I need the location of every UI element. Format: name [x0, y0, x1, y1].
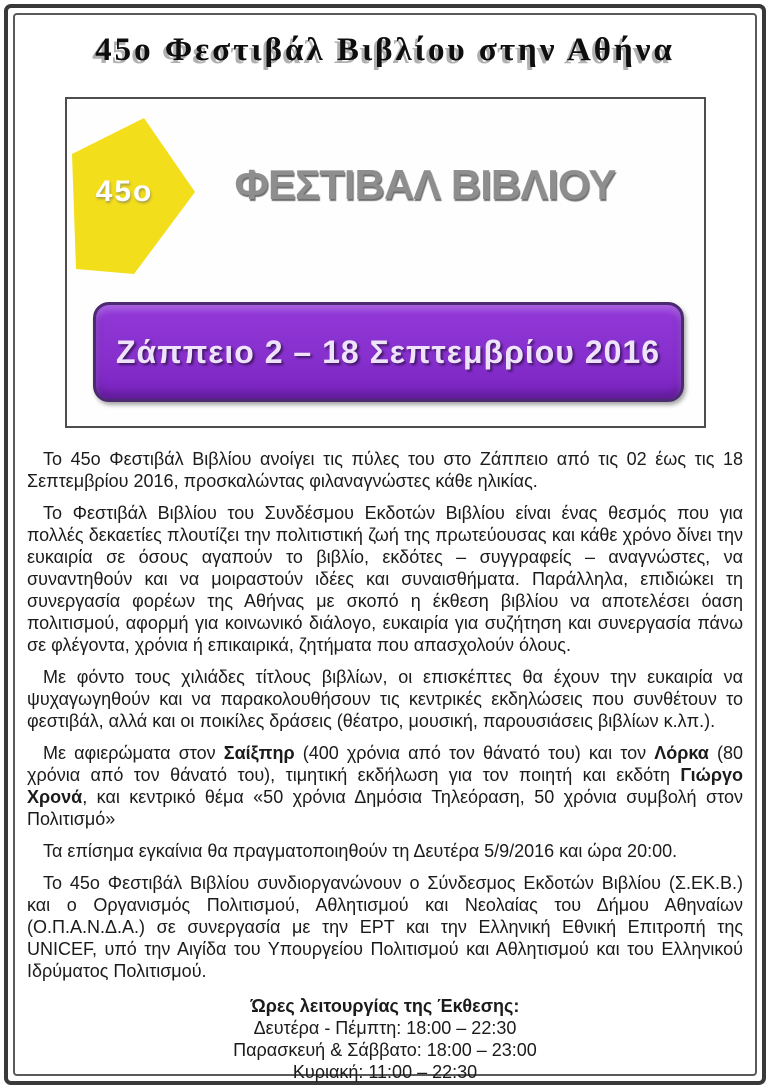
festival-number-badge: 45ο — [95, 175, 154, 208]
opening-hours-line: Δευτέρα - Πέμπτη: 18:00 – 22:30 — [253, 1018, 517, 1038]
paragraph-intro: Το 45ο Φεστιβάλ Βιβλίου ανοίγει τις πύλες του στο Ζάππειο από τις 02 έως τις 18 Σεπτεμβρίου 2016, προσκαλώντας φιλαναγνώστες κάθε ηλικίας. — [27, 449, 743, 491]
paragraph-history: Το Φεστιβάλ Βιβλίου του Συνδέσμου Εκδοτών Βιβλίου είναι ένας θεσμός που για πολλές δεκαετίες πλουτίζει την πολιτιστική ζωή της πρωτεύουσας και κάθε χρόνο δίνει την ευκαιρία σε όσους αγαπούν το βιβλίο, εκδότες – συγγραφείς – αναγνώστες, να συναντηθούν και να μοιραστούν ιδέες και συναισθήματα. Παράλληλα, επιδιώκει τη συνεργασία φορέων της Αθήνας με σκοπό η έκθεση βιβλίου να αποτελέσει όαση πολιτισμού, αφορμή για κοινωνικό διάλογο, ευκαιρία για συζήτηση και συνεργασία πάνω σε φλέγοντα, χρόνια ή επικαιρικά, ζητήματα που απασχολούν όλους. — [27, 503, 743, 655]
paragraph-organizers: Το 45ο Φεστιβάλ Βιβλίου συνδιοργανώνουν ο Σύνδεσμος Εκδοτών Βιβλίου (Σ.ΕΚ.Β.) και ο Οργανισμός Πολιτισμού, Αθλητισμού και Νεολαίας του Δήμου Αθηναίων (Ο.Π.Α.Ν.Δ.Α.) σε συνεργασία με την ΕΡΤ και την Ελληνική Εθνική Επιτροπή της UNICEF, υπό την Αιγίδα του Υπουργείου Πολιτισμού και Αθλητισμού και του Ελληνικού Ιδρύματος Πολιτισμού. — [27, 873, 743, 981]
paragraph-events: Με φόντο τους χιλιάδες τίτλους βιβλίων, οι επισκέπτες θα έχουν την ευκαιρία να ψυχαγωγηθούν και να παρακολουθήσουν τις κεντρικές εκδηλώσεις που συνθέτουν το φεστιβάλ, αλλά και οι ποικίλες δράσεις (θέατρο, μουσική, παρουσιάσεις βιβλίων κ.λπ.). — [27, 667, 743, 731]
opening-hours-heading: Ώρες λειτουργίας της Έκθεσης: — [250, 996, 520, 1016]
paragraph-opening: Τα επίσημα εγκαίνια θα πραγματοποιηθούν τη Δευτέρα 5/9/2016 και ώρα 20:00. — [43, 841, 678, 861]
festival-date-text: Ζάππειο 2 – 18 Σεπτεμβρίου 2016 — [116, 333, 660, 370]
paragraph-tributes: Με αφιερώματα στον Σαίξπηρ (400 χρόνια από τον θάνατό του) και τον Λόρκα (80 χρόνια από τον θάνατό του), τιμητική εκδήλωση για τον ποιητή και εκδότη Γιώργο Χρονά, και κεντρικό θέμα «50 χρόνια Δημόσια Τηλεόραση, 50 χρόνια συμβολή στον Πολιτισμό» — [27, 743, 743, 829]
opening-hours-line: Κυριακή: 11:00 – 22:30 — [292, 1062, 478, 1082]
opening-hours-line: Παρασκευή & Σάββατο: 18:00 – 23:00 — [233, 1040, 537, 1060]
opening-hours — [27, 995, 743, 1083]
festival-date-banner — [93, 302, 684, 402]
body-paragraphs — [27, 448, 743, 982]
page-title: 45ο Φεστιβάλ Βιβλίου στην Αθήνα — [95, 32, 675, 68]
festival-logo-name: ΦΕΣΤΙΒΑΛ ΒΙΒΛΙΟΥ — [234, 161, 616, 208]
document-page — [27, 0, 743, 1083]
festival-logo-box — [65, 97, 706, 428]
